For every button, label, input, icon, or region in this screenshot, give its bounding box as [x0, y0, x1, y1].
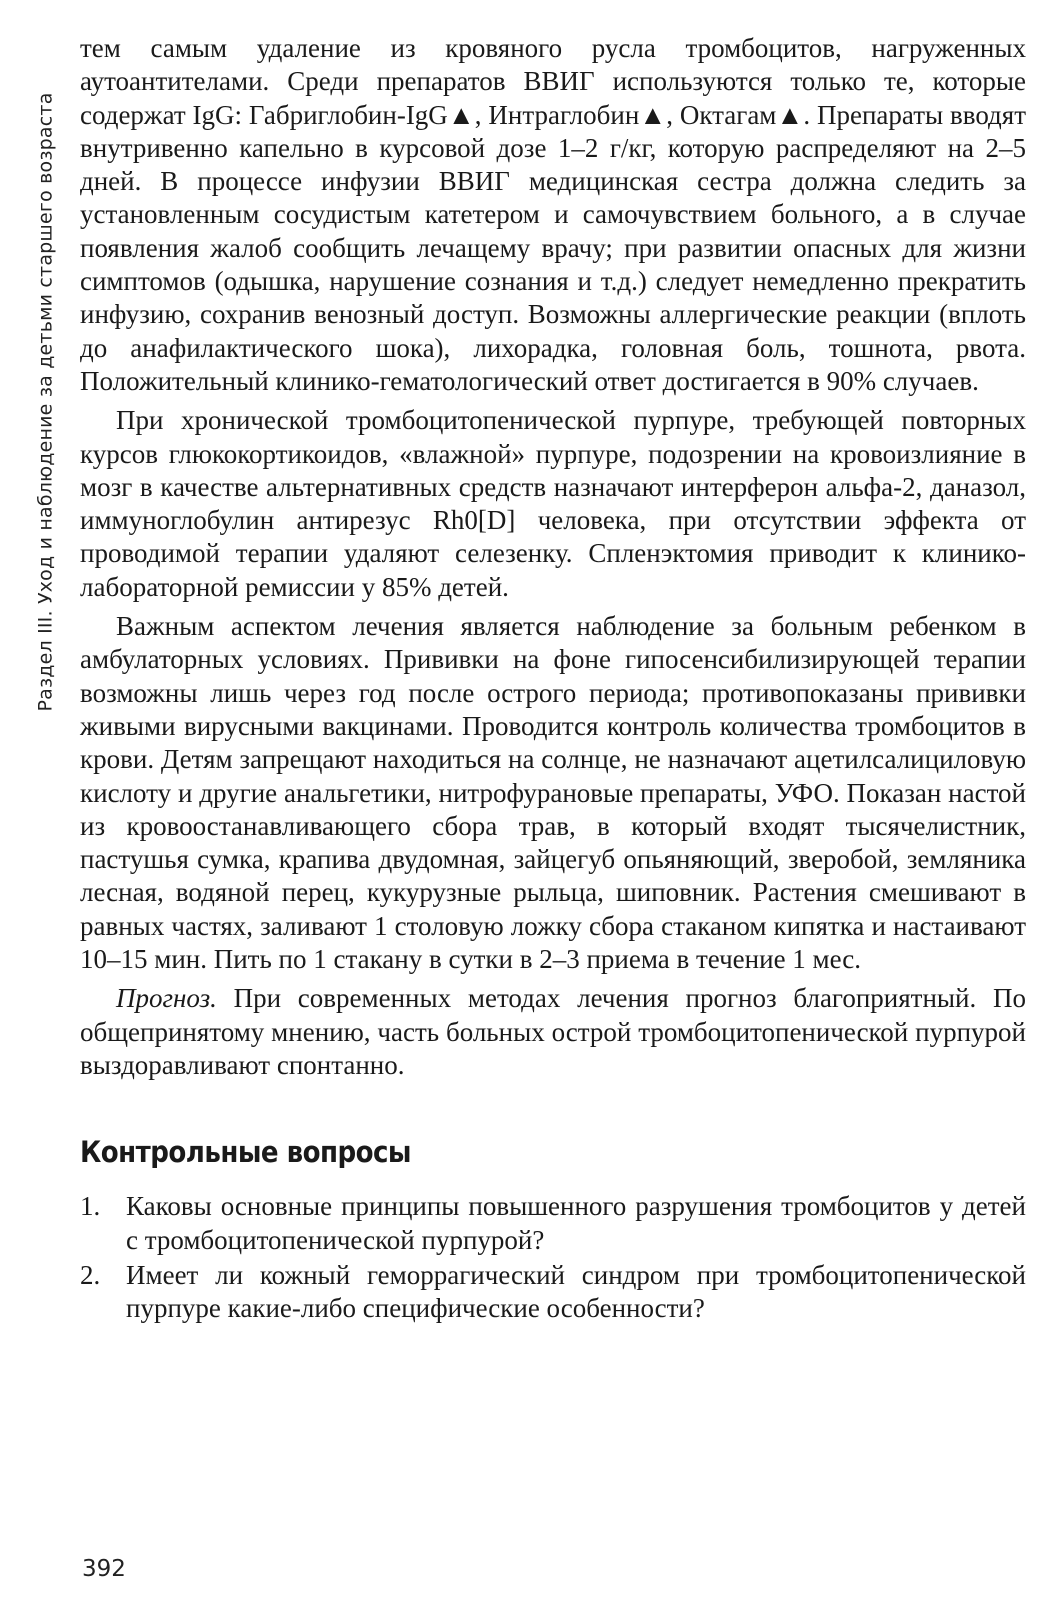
body-paragraph: тем самым удаление из кровяного русла тромбоцитов, нагруженных аутоантителами. Среди препаратов ВВИГ используются только те, которые содержат IgG: Габриглобин-IgG▲, Интраглобин▲, Октагам▲. Препараты вводят внутривенно капельно в курсовой дозе 1–2 г/кг, которую распределяют на 2–5 дней. В процессе инфузии ВВИГ медицинская сестра должна следить за установленным сосудистым катетером и самочувствием больного, а в случае появления жалоб сообщить лечащему врачу; при развитии опасных для жизни симптомов (одышка, нарушение сознания и т.д.) следует немедленно прекратить инфузию, сохранив венозный доступ. Возможны аллергические реакции (вплоть до анафилактического шока), лихорадка, головная боль, тошнота, рвота. Положительный клинико-гематологический ответ достигается в 90% случаев. — [80, 33, 1026, 396]
question-text: Имеет ли кожный геморрагический синдром при тромбоцитопенической пурпуре какие-либо специфические особенности? — [126, 1259, 1026, 1324]
running-head-text: Раздел III. Уход и наблюдение за детьми старшего возраста — [35, 92, 57, 712]
question-number: 2. — [80, 1259, 101, 1290]
body-paragraph: Важным аспектом лечения является наблюдение за больным ребенком в амбулаторных условиях. Прививки на фоне гипосенсибилизирующей терапии возможны лишь через год после острого периода; противопоказаны прививки живыми вирусными вакцинами. Проводится контроль количества тромбоцитов в крови. Детям запрещают находиться на солнце, не назначают ацетилсалициловую кислоту и другие анальгетики, нитрофурановые препараты, УФО. Показан настой из кровоостанавливающего сбора трав, в который входят тысячелистник, пастушья сумка, крапива двудомная, зайцегуб опьяняющий, зверобой, земляника лесная, водяной перец, кукурузные рыльца, шиповник. Растения смешивают в равных частях, заливают 1 столовую ложку сбора стаканом кипятка и настаивают 10–15 мин. Пить по 1 стакану в сутки в 2–3 приема в течение 1 мес. — [80, 611, 1026, 975]
prognosis-text: При современных методах лечения прогноз благоприятный. По общепринятому мнению, часть больных острой тромбоцитопенической пурпурой выздоравливают спонтанно. — [80, 983, 1026, 1080]
section-heading: Контрольные вопросы — [80, 1135, 412, 1170]
question-text: Каковы основные принципы повышенного разрушения тромбоцитов у детей с тромбоцитопенической пурпурой? — [126, 1191, 1026, 1255]
page-body — [80, 32, 1026, 1327]
questions-list — [80, 1190, 1026, 1325]
question-number: 1. — [80, 1191, 101, 1222]
prognosis-paragraph — [80, 982, 1026, 1082]
question-item — [80, 1190, 1026, 1257]
question-item — [80, 1259, 1026, 1326]
prognosis-label: Прогноз. — [116, 983, 217, 1014]
body-paragraph: При хронической тромбоцитопенической пурпуре, требующей повторных курсов глюкокортикоидов, «влажной» пурпуре, подозрении на кровоизлияние в мозг в качестве альтернативных средств назначают интерферон альфа-2, даназол, иммуноглобулин антирезус Rh0[D] человека, при отсутствии эффекта от проводимой терапии удаляют селезенку. Спленэктомия приводит к клинико-лабораторной ремиссии у 85% детей. — [80, 405, 1026, 602]
page-number: 392 — [82, 1556, 126, 1582]
running-head — [28, 34, 64, 770]
